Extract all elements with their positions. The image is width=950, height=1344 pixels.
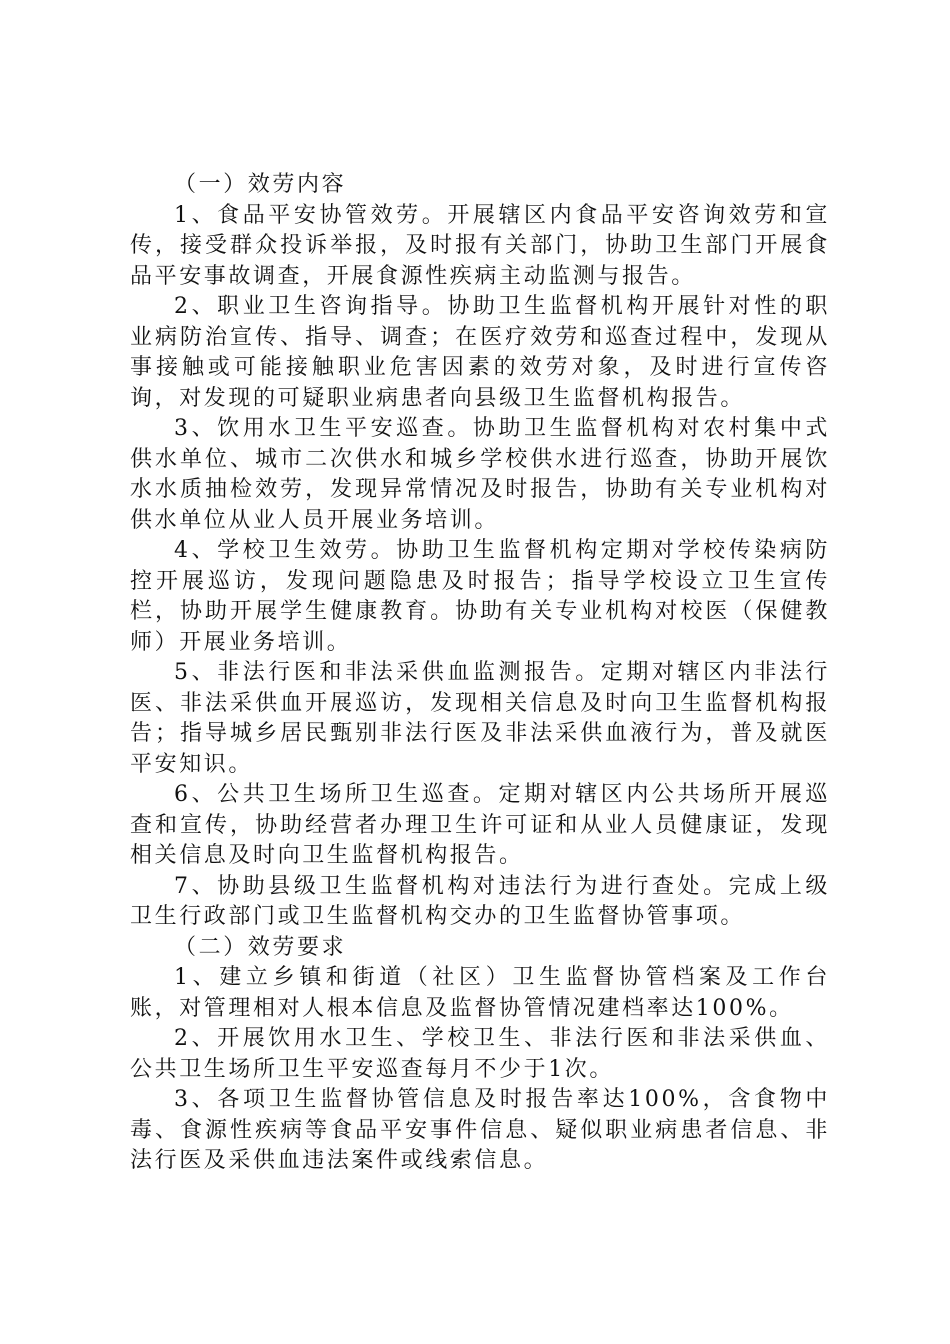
paragraph-food-safety: 1、食品平安协管效劳。开展辖区内食品平安咨询效劳和宣传，接受群众投诉举报，及时报有关部门，协助卫生部门开展食品平安事故调查，开展食源性疾病主动监测与报告。 (130, 202, 830, 289)
paragraph-drinking-water: 3、饮用水卫生平安巡查。协助卫生监督机构对农村集中式供水单位、城市二次供水和城乡学校供水进行巡查，协助开展饮水水质抽检效劳，发现异常情况及时报告，协助有关专业机构对供水单位从业人员开展业务培训。 (130, 416, 830, 533)
paragraph-school-health: 4、学校卫生效劳。协助卫生监督机构定期对学校传染病防控开展巡访，发现问题隐患及时报告；指导学校设立卫生宣传栏，协助开展学生健康教育。协助有关专业机构对校医（保健教师）开展业务培训。 (130, 538, 830, 655)
paragraph-public-places: 6、公共卫生场所卫生巡查。定期对辖区内公共场所开展巡查和宣传，协助经营者办理卫生许可证和从业人员健康证，发现相关信息及时向卫生监督机构报告。 (130, 782, 830, 868)
section-heading-service-content: （一）效劳内容 (174, 172, 347, 197)
paragraph-occupational-health: 2、职业卫生咨询指导。协助卫生监督机构开展针对性的职业病防治宣传、指导、调查；在医疗效劳和巡查过程中，发现从事接触或可能接触职业危害因素的效劳对象，及时进行宣传咨询，对发现的可疑职业病患者向县级卫生监督机构报告。 (130, 294, 830, 411)
paragraph-illegal-practice: 5、非法行医和非法采供血监测报告。定期对辖区内非法行医、非法采供血开展巡访，发现相关信息及时向卫生监督机构报告；指导城乡居民甄别非法行医及非法采供血液行为，普及就医平安知识。 (130, 660, 830, 777)
paragraph-assist-enforcement: 7、协助县级卫生监督机构对违法行为进行查处。完成上级卫生行政部门或卫生监督机构交办的卫生监督协管事项。 (130, 873, 830, 929)
section-heading-service-requirements: （二）效劳要求 (174, 934, 347, 960)
paragraph-requirement-inspection: 2、开展饮用水卫生、学校卫生、非法行医和非法采供血、公共卫生场所卫生平安巡查每月不少于1次。 (130, 1026, 830, 1082)
document-body (130, 170, 830, 1177)
paragraph-requirement-archives: 1、建立乡镇和街道（社区）卫生监督协管档案及工作台账，对管理相对人根本信息及监督协管情况建档率达100%。 (130, 965, 830, 1021)
paragraph-requirement-reporting: 3、各项卫生监督协管信息及时报告率达100%，含食物中毒、食源性疾病等食品平安事件信息、疑似职业病患者信息、非法行医及采供血违法案件或线索信息。 (130, 1087, 830, 1173)
